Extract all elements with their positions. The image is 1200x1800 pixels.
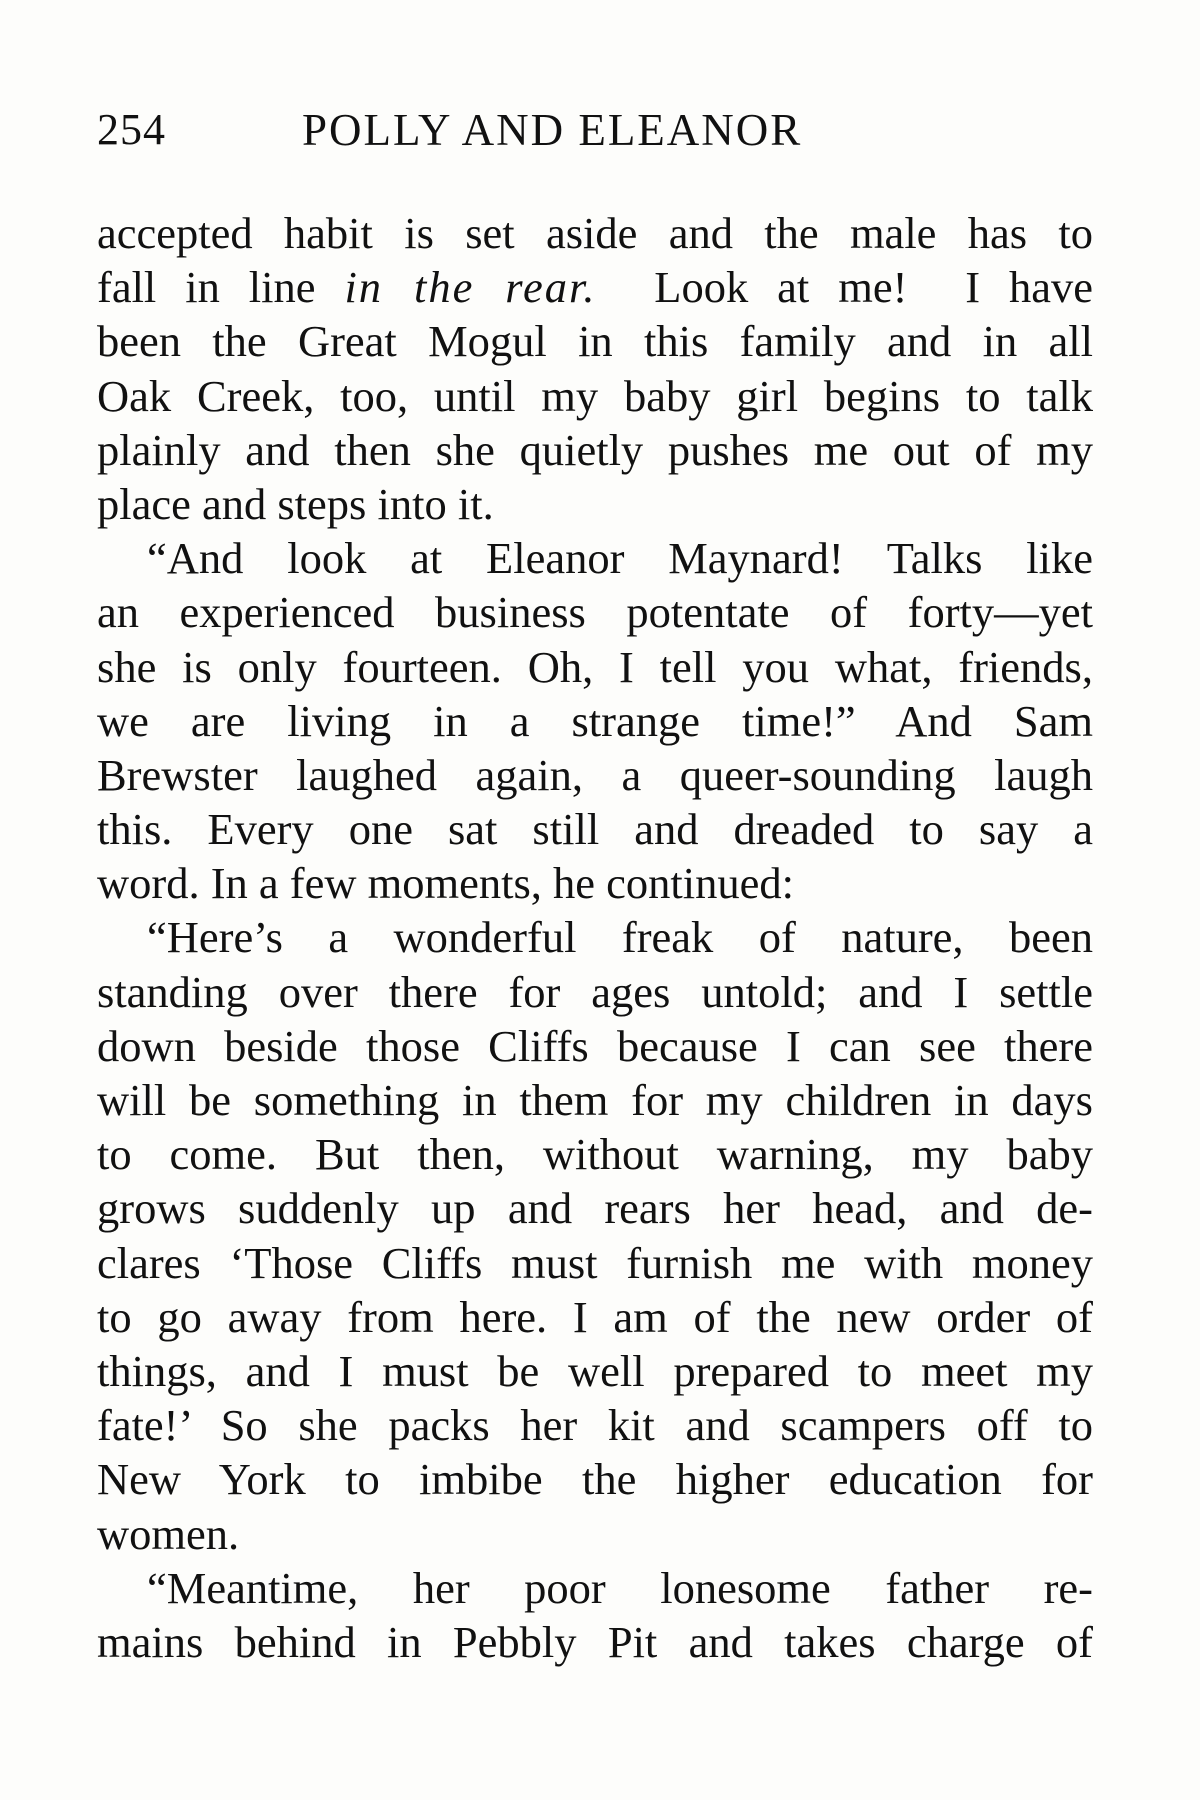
text-line-segment: Look at me! I have xyxy=(596,262,1094,313)
text-line: Oak Creek, too, until my baby girl begins to talk xyxy=(97,370,1093,421)
text-line-segment: fall in line xyxy=(97,262,345,313)
text-line: down beside those Cliffs because I can see there xyxy=(97,1020,1093,1071)
text-line: standing over there for ages untold; and I settle xyxy=(97,966,1093,1017)
text-line: New York to imbibe the higher education for xyxy=(97,1454,1093,1505)
text-line: an experienced business potentate of forty—yet xyxy=(97,587,1093,638)
text-line: place and steps into it. xyxy=(97,478,494,529)
text-line: “And look at Eleanor Maynard! Talks like xyxy=(147,533,1093,584)
text-line: this. Every one sat still and dreaded to say a xyxy=(97,804,1093,855)
text-line: mains behind in Pebbly Pit and takes charge of xyxy=(97,1616,1093,1667)
text-line: plainly and then she quietly pushes me out of my xyxy=(97,424,1093,475)
text-line: accepted habit is set aside and the male has to xyxy=(97,208,1093,258)
page-number: 254 xyxy=(97,105,166,154)
text-line: Brewster laughed again, a queer-sounding laugh xyxy=(97,749,1093,800)
text-line: word. In a few moments, he continued: xyxy=(97,858,794,909)
page-header xyxy=(97,104,1097,164)
italic-phrase: in the rear. xyxy=(344,262,597,313)
text-line: “Meantime, her poor lonesome father re- xyxy=(147,1562,1093,1613)
text-line: she is only fourteen. Oh, I tell you what, friends, xyxy=(97,641,1093,692)
text-line xyxy=(97,260,1093,314)
text-line: been the Great Mogul in this family and in all xyxy=(97,316,1093,367)
text-line: to go away from here. I am of the new order of xyxy=(97,1291,1093,1342)
text-line: to come. But then, without warning, my baby xyxy=(97,1129,1093,1180)
text-line: things, and I must be well prepared to meet my xyxy=(97,1345,1093,1396)
running-title: POLLY AND ELEANOR xyxy=(302,105,803,155)
text-line: will be something in them for my children in days xyxy=(97,1075,1093,1125)
text-line: we are living in a strange time!” And Sam xyxy=(97,695,1093,746)
text-line: grows suddenly up and rears her head, and de- xyxy=(97,1183,1093,1234)
text-line: clares ‘Those Cliffs must furnish me with money xyxy=(97,1237,1093,1288)
body-text xyxy=(97,206,1093,1669)
text-line: “Here’s a wonderful freak of nature, been xyxy=(147,912,1093,963)
text-line: fate!’ So she packs her kit and scampers off to xyxy=(97,1400,1093,1451)
text-line: women. xyxy=(97,1508,240,1559)
